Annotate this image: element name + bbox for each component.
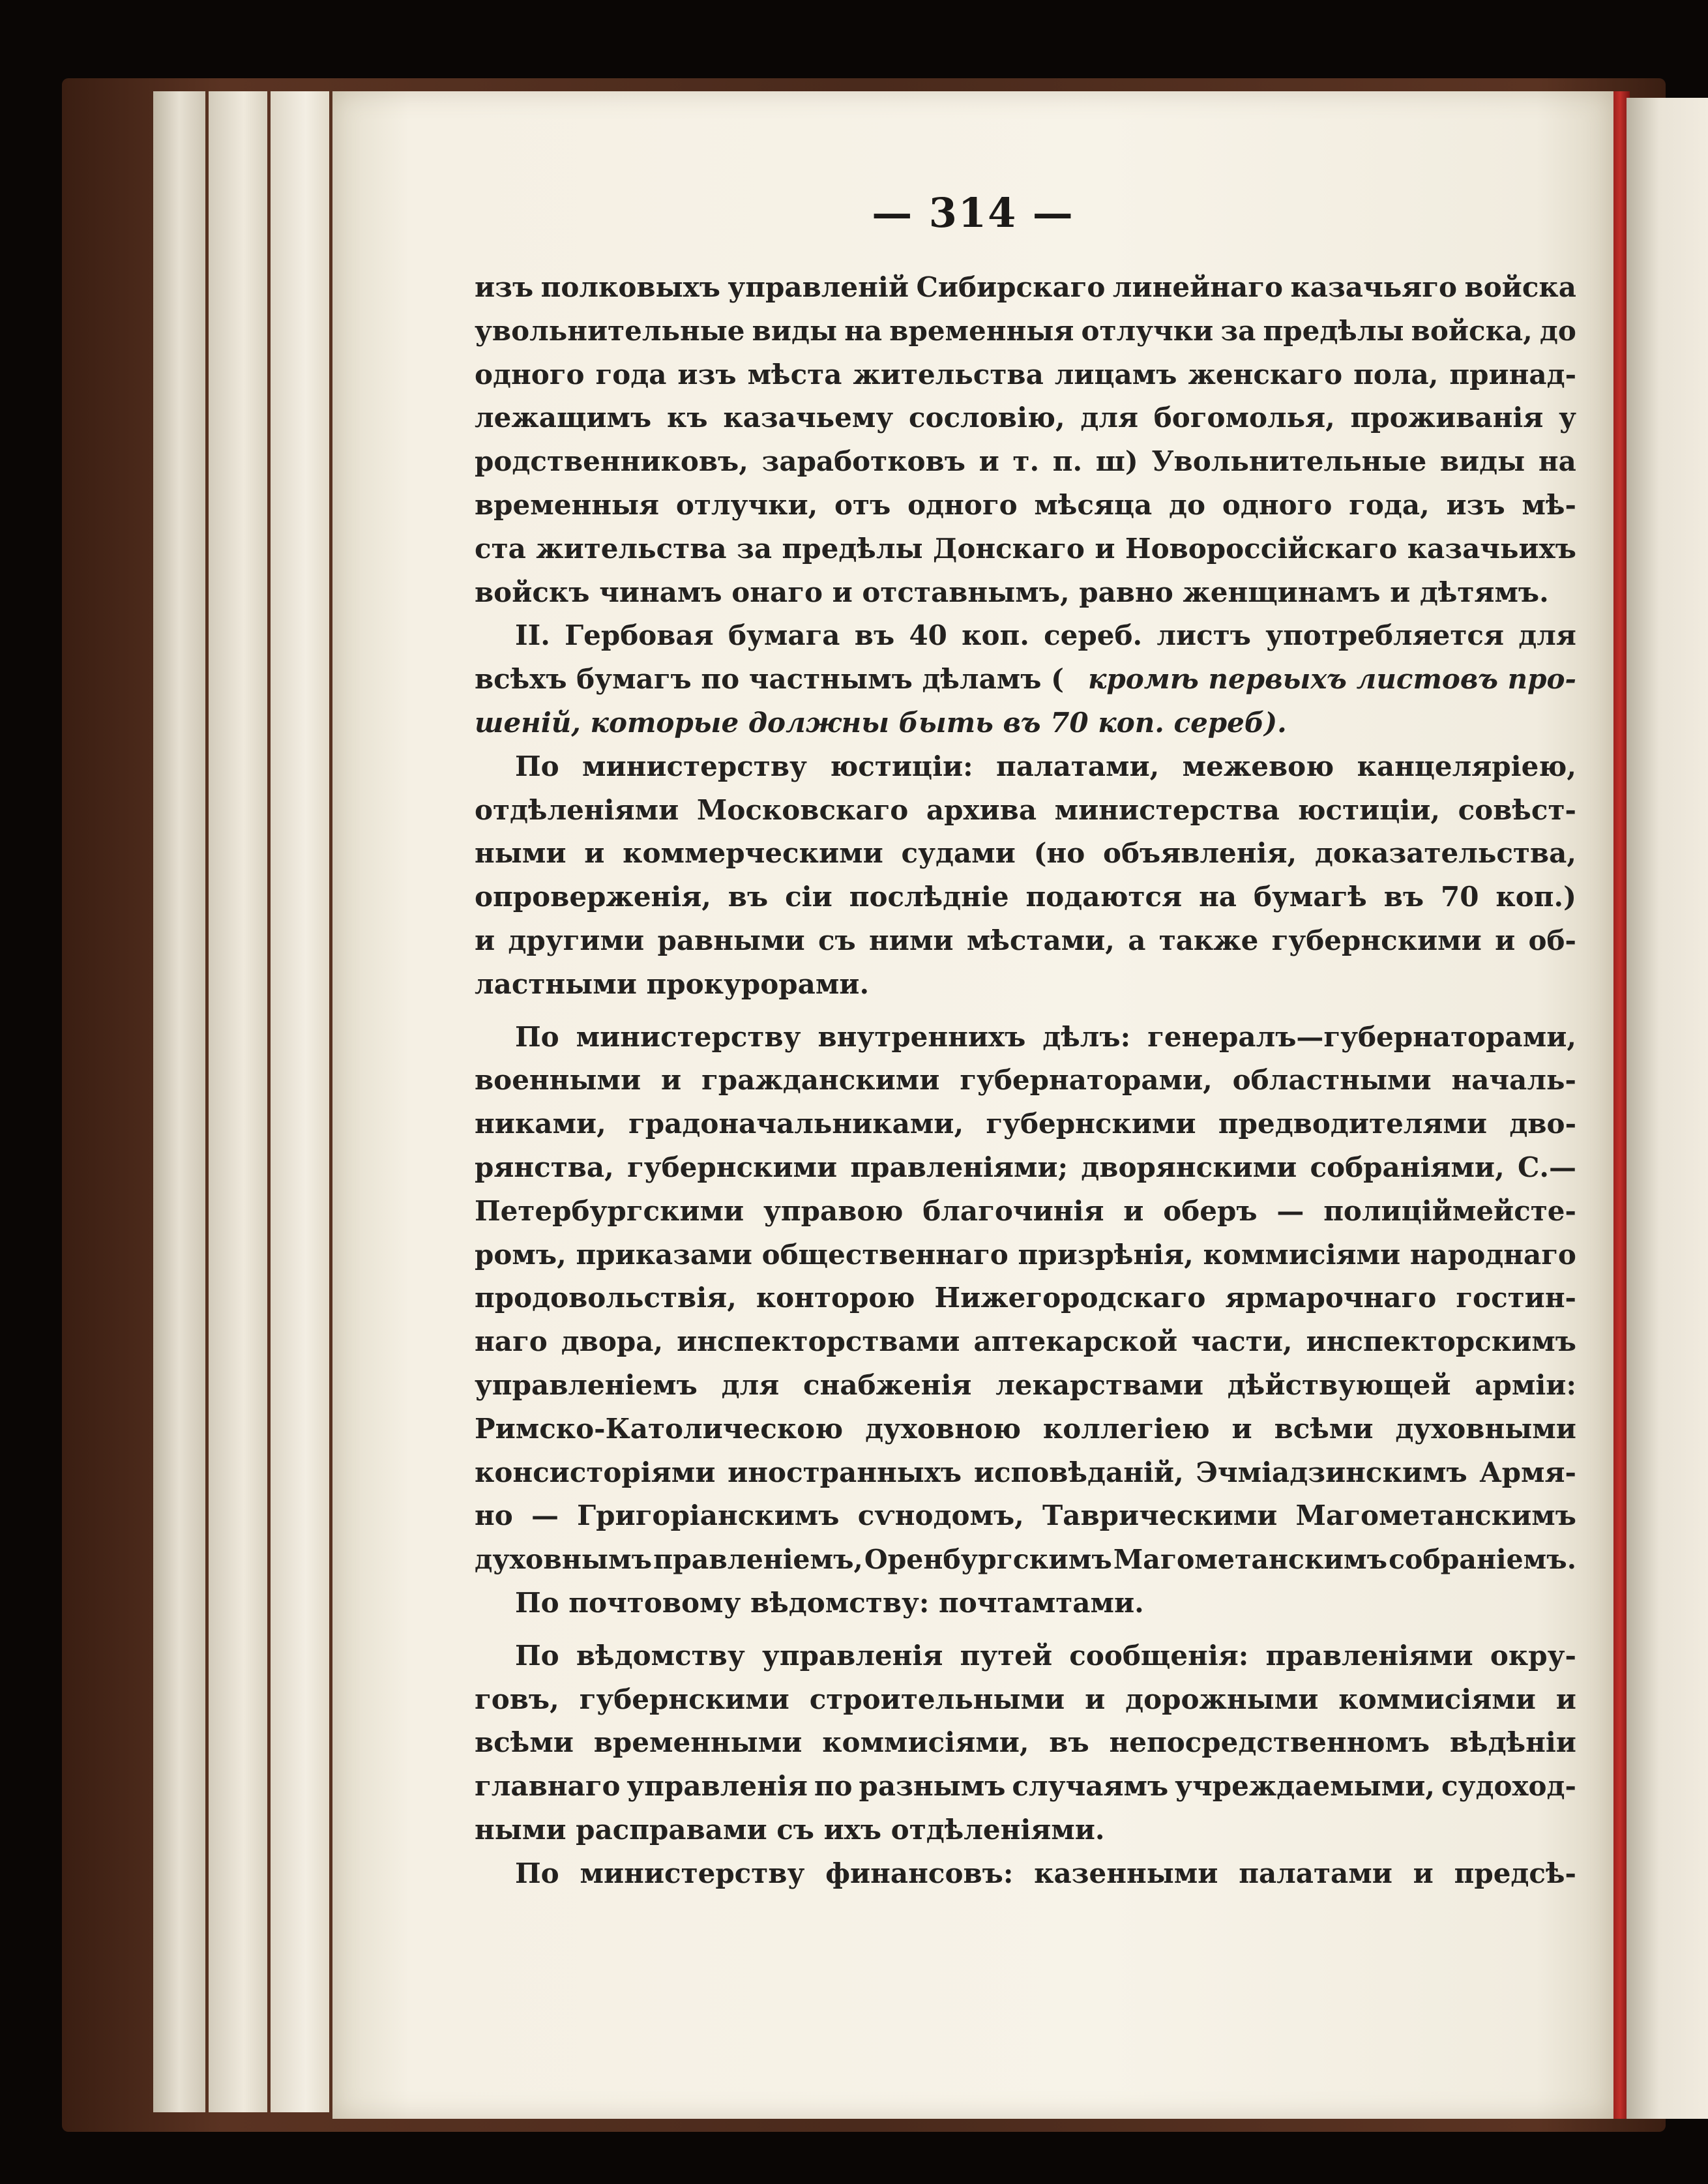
text-line: ными расправами съ ихъ отдѣленіями. [475,1813,1105,1846]
page-edges-left [271,91,329,2112]
book-page [332,91,1613,2119]
text-line: и другими равными съ ними мѣстами, а также губернскими и об- [475,924,1576,956]
text-line: продовольствія, конторою Нижегородскаго ярмарочнаго гостин- [475,1282,1576,1314]
text-line: увольнительные виды на временныя отлучки за предѣлы войска, до [475,314,1576,347]
page-number: — 314 — [872,189,1074,237]
text-line: главнаго управленія по разнымъ случаямъ учреждаемыми, судоход- [475,1770,1576,1803]
facing-page [1627,98,1708,2119]
text-line: ста жительства за предѣлы Донскаго и Новороссійскаго казачьихъ [475,532,1576,565]
text-line: но — Григоріанскимъ сѵнодомъ, Таврическими Магометанскимъ [475,1499,1576,1532]
text-line: всѣми временными коммисіями, въ непосредственномъ вѣдѣніи [475,1726,1576,1759]
text-line: По министерству внутреннихъ дѣлъ: генералъ—губернаторами, [515,1020,1576,1053]
text-line: временныя отлучки, отъ одного мѣсяца до одного года, изъ мѣ- [475,488,1576,521]
text-line: Римско-Католическою духовною коллегіею и всѣми духовными [475,1412,1576,1445]
text-line: никами, градоначальниками, губернскими предводителями дво- [475,1108,1576,1140]
page-edges-left [209,91,267,2112]
text-line [475,658,1576,701]
text-line: Петербургскими управою благочинія и оберъ — полиціймейсте- [475,1194,1576,1227]
text-line: наго двора, инспекторствами аптекарской части, инспекторскимъ [475,1325,1576,1358]
text-line: войскъ чинамъ онаго и отставнымъ, равно женщинамъ и дѣтямъ. [475,576,1549,608]
text-span: всѣхъ бумагъ по частнымъ дѣламъ ( [475,663,1064,696]
text-line: рянства, губернскими правленіями; дворянскими собраніями, С.— [475,1151,1576,1183]
text-line: ластными прокурорами. [475,967,870,1000]
text-line: одного года изъ мѣста жительства лицамъ женскаго пола, принад- [475,358,1576,391]
text-line: управленіемъ для снабженія лекарствами дѣйствующей арміи: [475,1368,1576,1401]
text-line: лежащимъ къ казачьему сословію, для богомолья, проживанія у [475,402,1576,434]
text-line: По вѣдомству управленія путей сообщенія: правленіями окру- [515,1639,1576,1672]
text-line: По министерству юстиціи: палатами, межевою канцеляріею, [515,750,1576,782]
text-line: ромъ, приказами общественнаго призрѣнія, коммисіями народнаго [475,1238,1576,1271]
text-line: II. Гербовая бумага въ 40 коп. сереб. листъ употребляется для [515,619,1576,652]
italic-span: кромѣ первыхъ листовъ про- [1088,663,1576,696]
text-line: духовнымъ правленіемъ, Оренбургскимъ Магометанскимъ собраніемъ. [475,1544,1576,1576]
text-line: изъ полковыхъ управленій Сибирскаго линейнаго казачьяго войска [475,271,1576,303]
text-line: отдѣленіями Московскаго архива министерства юстиціи, совѣст- [475,793,1576,826]
text-line: По почтовому вѣдомству: почтамтами. [515,1586,1144,1619]
text-line: шеній, которые должны быть въ 70 коп. сереб). [475,706,1287,739]
text-line: консисторіями иностранныхъ исповѣданій, Эчміадзинскимъ Армя- [475,1456,1576,1488]
text-line: По министерству финансовъ: казенными палатами и предсѣ- [515,1857,1576,1889]
text-line: ными и коммерческими судами (но объявленія, доказательства, [475,837,1576,870]
page-edges-left [153,91,205,2112]
text-line: опроверженія, въ сіи послѣдніе подаются на бумагѣ въ 70 коп.) [475,881,1576,913]
page-text [475,266,1576,1895]
text-line: военными и гражданскими губернаторами, областными началь- [475,1064,1576,1097]
text-line: родственниковъ, заработковъ и т. п. ш) Увольнительные виды на [475,445,1576,478]
text-line: говъ, губернскими строительными и дорожными коммисіями и [475,1683,1576,1715]
